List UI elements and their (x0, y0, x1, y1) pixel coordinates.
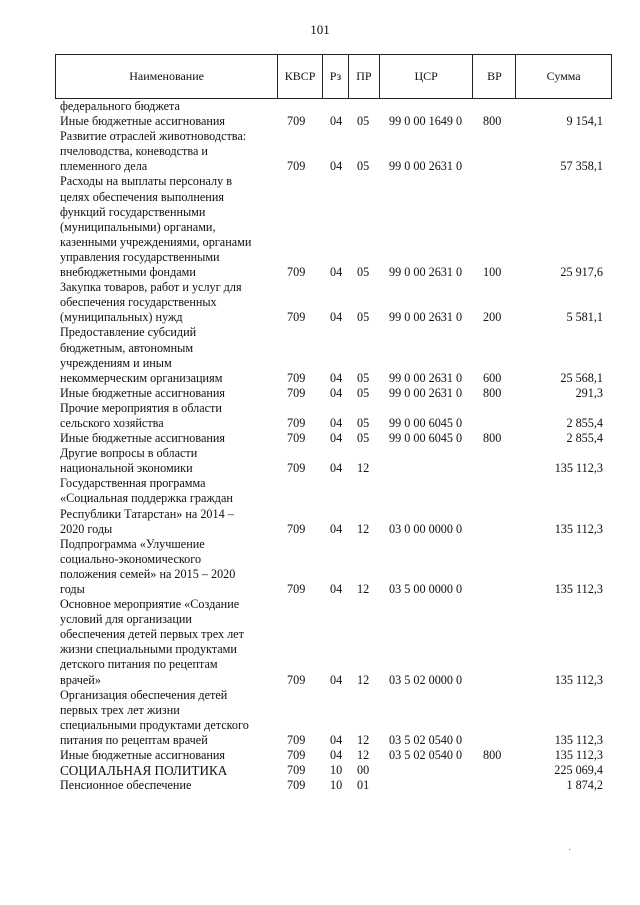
row-pr: 12 (357, 521, 370, 536)
row-vr: 100 (483, 265, 502, 280)
row-kvsr: 709 (287, 159, 306, 174)
row-name-line: Иные бюджетные ассигнования (60, 385, 226, 400)
row-rz: 04 (330, 431, 343, 446)
row-name-line: казенными учреждениями, органами (60, 234, 252, 249)
row-name (60, 386, 271, 401)
row-name-line: внебюджетными фондами (60, 265, 196, 280)
row-csr: 03 5 02 0000 0 (389, 672, 463, 687)
row-csr: 99 0 00 2631 0 (389, 265, 463, 280)
row-pr: 00 (357, 763, 370, 778)
row-name-line: детского питания по рецептам (60, 657, 218, 672)
row-name-line: «Социальная поддержка граждан (60, 491, 233, 506)
row-sum: 25 568,1 (560, 370, 603, 385)
row-rz: 04 (330, 265, 343, 280)
row-sum: 2 855,4 (566, 415, 603, 430)
row-kvsr: 709 (287, 265, 306, 280)
column-header-name: Наименование (56, 55, 278, 98)
row-pr: 05 (357, 159, 370, 174)
row-kvsr: 709 (287, 763, 306, 778)
row-name-line: пчеловодства, коневодства и (60, 144, 208, 159)
table-row (0, 99, 640, 114)
column-header-vr: ВР (473, 55, 516, 98)
row-kvsr: 709 (287, 748, 306, 763)
row-sum: 57 358,1 (560, 159, 603, 174)
row-csr: 99 0 00 2631 0 (389, 310, 463, 325)
row-sum: 225 069,4 (554, 763, 603, 778)
row-sum: 291,3 (575, 385, 603, 400)
page-number: 101 (310, 22, 330, 37)
row-kvsr: 709 (287, 385, 306, 400)
row-name-line: Иные бюджетные ассигнования (60, 748, 226, 763)
row-name-line: Предоставление субсидий (60, 325, 197, 340)
row-name-line: Основное мероприятие «Создание (60, 597, 240, 612)
row-name-line: сельского хозяйства (60, 415, 164, 430)
row-rz: 04 (330, 159, 343, 174)
row-name-line: (муниципальных) нужд (60, 310, 183, 325)
row-sum: 25 917,6 (560, 265, 603, 280)
row-name-line: СОЦИАЛЬНАЯ ПОЛИТИКА (60, 763, 228, 779)
row-name (60, 280, 271, 325)
row-csr: 03 0 00 0000 0 (389, 521, 463, 536)
row-name-line: учреждениям и иным (60, 355, 172, 370)
row-name-line: первых трех лет жизни (60, 702, 180, 717)
table-body (0, 99, 640, 793)
table-row (0, 325, 640, 385)
row-name-line: Расходы на выплаты персоналу в (60, 174, 232, 189)
row-name (60, 537, 271, 597)
row-name-line: Закупка товаров, работ и услуг для (60, 280, 242, 295)
row-name-line: Организация обеспечения детей (60, 687, 228, 702)
row-csr: 99 0 00 1649 0 (389, 114, 463, 129)
row-pr: 12 (357, 672, 370, 687)
row-kvsr: 709 (287, 415, 306, 430)
row-pr: 05 (357, 370, 370, 385)
row-name-line: целях обеспечения выполнения (60, 189, 224, 204)
row-name-line: специальными продуктами детского (60, 717, 249, 732)
row-name (60, 476, 271, 536)
row-name-line: Развитие отраслей животноводства: (60, 129, 247, 144)
column-header-sum: Сумма (546, 69, 581, 83)
row-name-line: обеспечения детей первых трех лет (60, 627, 244, 642)
row-kvsr: 709 (287, 778, 306, 793)
table-row (0, 174, 640, 280)
row-name (60, 597, 271, 688)
row-name-line: функций государственными (60, 204, 206, 219)
table-row (0, 597, 640, 688)
row-kvsr: 709 (287, 461, 306, 476)
row-vr: 800 (483, 114, 502, 129)
row-rz: 10 (330, 763, 343, 778)
row-name-line: обеспечения государственных (60, 295, 217, 310)
row-name-line: питания по рецептам врачей (60, 732, 208, 747)
row-name-line: условий для организации (60, 612, 192, 627)
row-name (60, 325, 271, 385)
row-kvsr: 709 (287, 114, 306, 129)
row-rz: 10 (330, 778, 343, 793)
row-sum: 5 581,1 (566, 310, 603, 325)
row-pr: 05 (357, 431, 370, 446)
row-rz: 04 (330, 582, 343, 596)
row-name-line: бюджетным, автономным (60, 340, 194, 355)
row-csr: 99 0 00 6045 0 (389, 415, 463, 430)
row-vr: 200 (483, 310, 502, 325)
row-kvsr: 709 (287, 672, 306, 687)
row-pr: 05 (357, 385, 370, 400)
column-header-kvsr: КВСР (278, 55, 323, 98)
row-pr: 12 (357, 461, 370, 476)
row-sum: 2 855,4 (566, 431, 603, 446)
row-csr: 99 0 00 2631 0 (389, 370, 463, 385)
row-csr: 03 5 02 0540 0 (389, 732, 463, 747)
table-row (0, 688, 640, 748)
table-row (0, 129, 640, 174)
row-name (60, 431, 271, 446)
row-kvsr: 709 (287, 370, 306, 385)
row-kvsr: 709 (287, 521, 306, 536)
row-vr: 800 (483, 385, 502, 400)
column-header-rz: Рз (323, 55, 349, 98)
row-name-line: годы (60, 582, 85, 596)
row-name (60, 99, 271, 114)
row-sum: 135 112,3 (554, 748, 603, 763)
row-csr: 99 0 00 2631 0 (389, 159, 463, 174)
row-pr: 01 (357, 778, 370, 793)
row-rz: 04 (330, 385, 343, 400)
table-row (0, 401, 640, 431)
row-pr: 05 (357, 265, 370, 280)
row-name-line: Прочие мероприятия в области (60, 400, 222, 415)
row-pr: 05 (357, 114, 370, 129)
row-rz: 04 (330, 672, 343, 687)
row-csr: 03 5 00 0000 0 (389, 582, 463, 596)
row-sum: 135 112,3 (554, 582, 603, 596)
row-name-line: федерального бюджета (60, 99, 180, 113)
row-name (60, 401, 271, 431)
column-header-pr: ПР (349, 55, 380, 98)
table-row (0, 114, 640, 129)
row-kvsr: 709 (287, 431, 306, 446)
row-name-line: Пенсионное обеспечение (60, 778, 192, 793)
row-pr: 12 (357, 748, 370, 763)
row-csr: 99 0 00 6045 0 (389, 431, 463, 446)
row-kvsr: 709 (287, 582, 306, 596)
row-name (60, 446, 271, 476)
row-csr: 99 0 00 2631 0 (389, 385, 463, 400)
row-name-line: национальной экономики (60, 461, 193, 476)
row-name-line: племенного дела (60, 159, 148, 174)
row-pr: 12 (357, 732, 370, 747)
row-name (60, 174, 271, 280)
row-rz: 04 (330, 310, 343, 325)
row-csr: 03 5 02 0540 0 (389, 748, 463, 763)
row-name-line: некоммерческим организациям (60, 370, 223, 385)
table-row (0, 748, 640, 763)
table-row (0, 280, 640, 325)
row-name-line: социально-экономического (60, 551, 202, 566)
row-sum: 135 112,3 (554, 521, 603, 536)
column-header-csr: ЦСР (380, 55, 474, 98)
row-name (60, 778, 271, 793)
row-kvsr: 709 (287, 310, 306, 325)
row-name-line: Другие вопросы в области (60, 446, 198, 461)
table-row (0, 386, 640, 401)
row-rz: 04 (330, 521, 343, 536)
row-rz: 04 (330, 461, 343, 476)
row-pr: 05 (357, 310, 370, 325)
scan-mark: · (568, 845, 572, 856)
row-pr: 12 (357, 582, 370, 596)
row-rz: 04 (330, 415, 343, 430)
row-name-line: Подпрограмма «Улучшение (60, 536, 205, 551)
row-name-line: (муниципальными) органами, (60, 219, 216, 234)
table-header (55, 54, 612, 99)
row-rz: 04 (330, 114, 343, 129)
table-row (0, 778, 640, 793)
row-name-line: Республики Татарстан» на 2014 – (60, 506, 234, 521)
table-row (0, 446, 640, 476)
table-row (0, 537, 640, 597)
row-vr: 800 (483, 431, 502, 446)
row-sum: 9 154,1 (566, 114, 603, 129)
row-name-line: врачей» (60, 672, 101, 687)
row-name (60, 763, 271, 778)
row-name (60, 748, 271, 763)
row-name (60, 129, 271, 174)
row-name-line: Государственная программа (60, 476, 206, 491)
row-sum: 135 112,3 (554, 461, 603, 476)
row-sum: 135 112,3 (554, 732, 603, 747)
table-row (0, 476, 640, 536)
row-sum: 1 874,2 (566, 778, 603, 793)
row-vr: 600 (483, 370, 502, 385)
row-rz: 04 (330, 370, 343, 385)
row-sum: 135 112,3 (554, 672, 603, 687)
row-rz: 04 (330, 748, 343, 763)
table-row (0, 763, 640, 778)
row-kvsr: 709 (287, 732, 306, 747)
table-row (0, 431, 640, 446)
row-name (60, 114, 271, 129)
row-name-line: положения семей» на 2015 – 2020 (60, 566, 236, 581)
row-pr: 05 (357, 415, 370, 430)
row-name (60, 688, 271, 748)
row-name-line: Иные бюджетные ассигнования (60, 431, 226, 446)
row-rz: 04 (330, 732, 343, 747)
row-name-line: Иные бюджетные ассигнования (60, 114, 226, 129)
row-name-line: 2020 годы (60, 521, 113, 536)
row-name-line: жизни специальными продуктами (60, 642, 237, 657)
row-vr: 800 (483, 748, 502, 763)
row-name-line: управления государственными (60, 249, 220, 264)
